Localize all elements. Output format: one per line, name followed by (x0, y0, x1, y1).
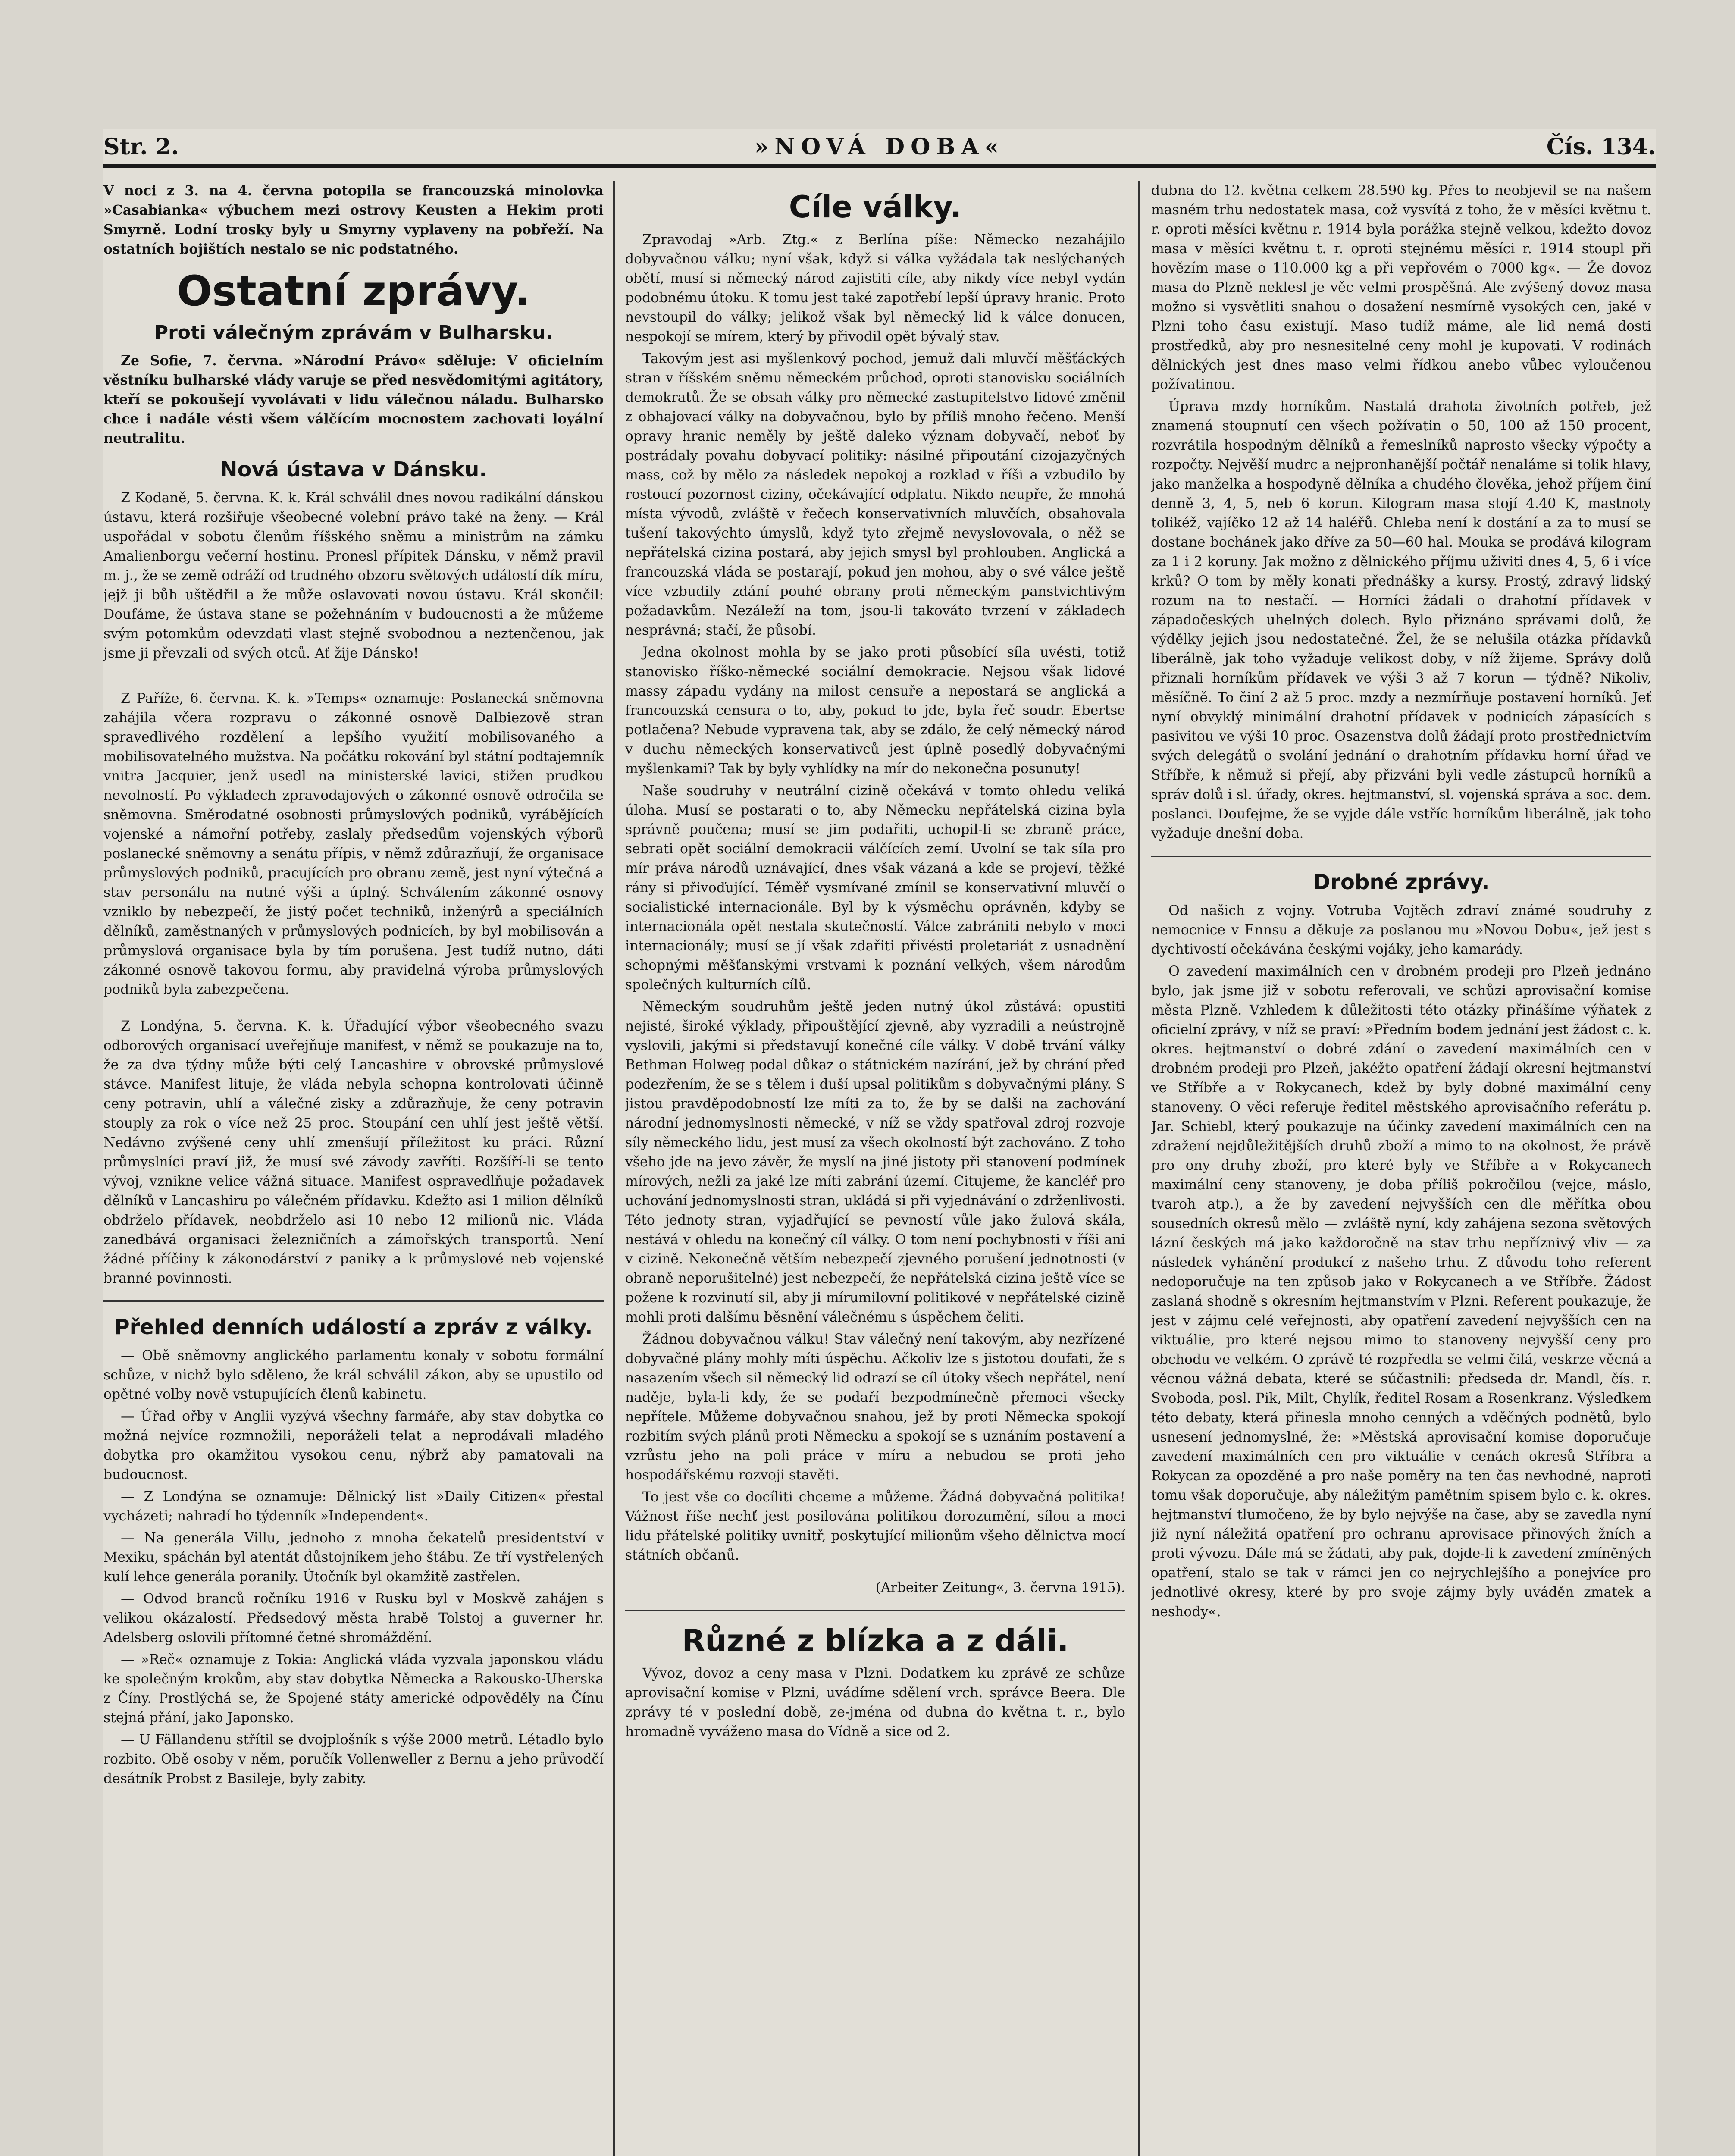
news-item: Od našich z vojny. Votruba Vojtěch zdraví známé soudruhy z nemocnice v Ennsu a děkuje za poslanou mu »Novou Dobu«, jež jest s dychtivostí očekávána českými vojáky, jeho kamarády. (1151, 903, 1651, 957)
article-paragraph: Naše soudruhy v neutrální cizině očekává v tomto ohledu veliká úloha. Musí se postarati o to, aby Německu nepřátelská cizina byla správně poučena; musí se jim podařiti, uchopil-li se zbraně práce, sebrati opět sociální demokracii válčících zemí. Uvolní se tak síla pro mír práva národů uznávající, dnes však vázaná a kde se projeví, těžké rány si přivoďující. Téměř vysmívané zmínil se konservativní mluvčí o socialistické internacionále. Byl by k výsměchu oprávněn, kdyby se internacionála opět nestala skutečností. Válce zabrániti nebylo v moci internacionály; musí se jí však zdařiti přivésti proletariát z usnadnění schopnými měšťanskými vrstvami k poznání velkých, všem národům společných kulturních cílů. (625, 783, 1125, 993)
article-source: (Arbeiter Zeitung«, 3. června 1915). (875, 1580, 1125, 1595)
divider (1151, 856, 1651, 857)
news-item: — »Reč« oznamuje z Tokia: Anglická vláda vyzvala japonskou vládu ke společným krokům, aby stav dobytka Německa a Rakousko-Uherska z Číny. Prostlýchá se, že Spojené státy americké odpověděly na Čínu stejná přání, jako Japonsko. (103, 1652, 604, 1726)
column-3 (1151, 181, 1651, 2156)
news-item: — Z Londýna se oznamuje: Dělnický list »Daily Citizen« přestal vycházeti; nahradí ho týdenník »Independent«. (103, 1489, 604, 1524)
article-kodan: Z Kodaně, 5. června. K. k. Král schválil dnes novou radikální dánskou ústavu, která rozšiřuje všeobecné volební právo také na ženy. — Král uspořádal v sobotu členům říšského sněmu a ministrům na zámku Amalienborgu večerní hostinu. Pronesl přípitek Dánsku, v němž pravil m. j., že se země odráží od trudného obzoru světových událostí dík míru, jejž ji bůh uštědřil a že může oslavovati novou ústavu. Král skončil: Doufáme, že ústava stane se požehnáním v budoucnosti a že můžeme svým potomkům odevzdati vlast stejně svobodnou a neztenčenou, jak jsme ji převzali od svých otců. Ať žije Dánsko! (103, 490, 604, 661)
section-heading-ruzne: Různé z blízka a z dáli. (682, 1623, 1069, 1658)
article-heading-bulharsko: Proti válečným zprávám v Bulharsku. (154, 322, 553, 344)
divider (625, 1610, 1125, 1611)
news-item: — Odvod branců ročníku 1916 v Rusku byl v Moskvě zahájen s velikou okázalostí. Předsedový města hrabě Tolstoj a guverner hr. Adelsberg oslovili přítomné četné shromáždění. (103, 1591, 604, 1645)
article-paragraph: dubna do 12. května celkem 28.590 kg. Přes to neobjevil se na našem masném trhu nedostatek masa, což vysvítá z toho, že v měsíci květnu t. r. oproti měsíci květnu r. 1914 byla porážka stejně velkou, kdežto dovoz masa v měsíci květnu t. r. oproti stejnému měsíci r. 1914 stoupl při hovězím mase o 110.000 kg a při vepřovém o 7000 kg«. — Že dovoz masa do Plzně neklesl je věc velmi prospěšná. Ale zvýšený dovoz masa možno si vysvětliti snahou o dosažení nesmírně vysokých cen, jaké v Plzni toho času existují. Maso tudíž máme, ale lid nemá dosti prostředků, aby pro nesnesitelné ceny mohl je kupovati. V rodinách dělnických jest dnes maso velmi řídkou anebo vůbec vyloučenou požívatinou. (1151, 183, 1651, 392)
article-sofia: Ze Sofie, 7. června. »Národní Právo« sděluje: V oficielním věstníku bulharské vlády varuje se před nesvědomitými agitátory, kteří se pokoušejí vyvolávati v lidu válečnou náladu. Bulharsko chce i nadále vésti všem válčícím mocnostem zachovati loyální neutralitu. (103, 353, 604, 446)
column-2 (625, 181, 1125, 2156)
intro-paragraph: V noci z 3. na 4. června potopila se francouzská minolovka »Casabianka« výbuchem mezi ostrovy Keusten a Hekim proti Smyrně. Lodní trosky byly u Smyrny vyplaveny na pobřeží. Na ostatních bojištích nestalo se nic podstatného. (103, 183, 604, 257)
divider (103, 1300, 604, 1302)
article-paragraph: Zpravodaj »Arb. Ztg.« z Berlína píše: Německo nezahájilo dobyvačnou válku; nyní však, když si válka vyžádala tak neslýchaných obětí, musí si německý národ zajistiti cíle, aby nikdy více nebyl vydán podobnému útoku. K tomu jest také zapotřebí lepší úpravy hranic. Proto nevstoupil do války; jelikož však byl německý lid k válce donucen, nespokojí se mírem, který by přivodil opět bývalý stav. (625, 232, 1125, 345)
section-heading-drobne: Drobné zprávy. (1313, 870, 1490, 894)
news-item: — Na generála Villu, jednoho z mnoha čekatelů presidentství v Mexiku, spáchán byl atentát důstojníkem jeho štábu. Ze tří vystřelených kulí lehce generála poranily. Útočník byl okamžitě zastřelen. (103, 1530, 604, 1585)
newspaper-page (103, 129, 1656, 2156)
column-divider (1138, 181, 1140, 2156)
issue-number: Čís. 134. (1546, 134, 1656, 160)
page-header (103, 129, 1656, 168)
article-paragraph: Německým soudruhům ještě jeden nutný úkol zůstává: opustiti nejisté, široké výklady, připouštějící zjevně, aby vyzradili a neústrojně vyslovili, jakými si představují konečné cíle války. V době trvání války Bethman Holweg podal důkaz o státnickém nazírání, jež by chrání před podezřením, že se s tělem i duší upsal politikům s dobyvačnými plány. S jistou pravděpodobností lze míti za to, že by se dalši na zachování národní jednomyslnosti německé, v níž se vždy spatřoval zdroj rozvoje síly německého lidu, jest musí za všech okolností být zachováno. Z toho všeho jde na jevo závěr, že myslí na jiné jistoty při stanovení podmínek mírových, nežli za jaké lze míti zabrání území. Citujeme, že kancléř pro uchování jednomyslnosti stran, ukládá si při vyjednávání o zdrženlivosti. Této jednoty stran, vyjadřující se pevností vůle jako žulová skála, nestává v ohledu na konečný cíl války. O tom není pochybnosti v říši ani v cizině. Nekonečně větším nebezpečí zjevného porušení jednotnosti (v obraně neporušitelné) jest nebezpečí, že nepřátelská cizina ještě více se požene k rozvinutí sil, aby ji mírumilovní politikové v nepřátelské cizině mohli proti dalšímu běsnění válečnému s úspěchem čeliti. (625, 999, 1125, 1325)
article-paragraph: Jedna okolnost mohla by se jako proti působící síla uvésti, totiž stanovisko říško-německé sociální demokracie. Nejsou však lidové massy západu vydány na milost censuře a nepostará se anglická a francouzská censura o to, aby, pokud to jde, byla řeč soudr. Ebertse potlačena? Nebude vypravena tak, aby se zdálo, že celý německý národ v duchu německých konservativců jest úplně posedlý dobyvačnými myšlenkami? Tak by byly vyhlídky na mír do nekonečna posunuty! (625, 645, 1125, 777)
news-item: O zavedení maximálních cen v drobném prodeji pro Plzeň jednáno bylo, jak jsme již v sobotu referovali, ve schůzi aprovisační komise města Plzně. Vzhledem k důležitosti této otázky přinášíme výňatek z oficielní zprávy, v níž se praví: »Předním bodem jednání jest žádost c. k. okres. hejtmanství o dobré zdání o zavedení maximálních cen v drobném prodeji pro Plzeň, jakéžto opatření žádají okresní hejtmanství ve Stříbře a v Rokycanech, kdež by byly dobné maximální ceny stanoveny. O věci referuje ředitel městského aprovisačního referátu p. Jar. Schiebl, který poukazuje na účinky zavedení maximálních cen na zdražení nejdůležitějších druhů zboží a mimo to na okolnost, že právě pro ony druhy zboží, pro které byly ve Stříbře a v Rokycanech maximální ceny stanoveny, je doba příliš pokročilou (vejce, máslo, tvaroh atp.), a že by zavedení nejvyšších cen dle měřítka obou sousedních okresů mělo — zvláště nyní, kdy zahájena sezona světových lázní českých má jako každoročně na stav trhu nepříznivý vliv — za následek vyhánění produkcí z našeho trhu. Z důvodu toho referent nedoporučuje na ten způsob jako v Rokycanech a ve Stříbře. Žádost zaslaná shodně s okresním hejtmanstvím v Plzni. Referent poukazuje, že jest v zájmu celé veřejnosti, aby opatření zavedení nejvyšších cen na viktuálie, pro které nejsou mimo to stanoveny nejvyšší ceny pro obchodu ve velkém. O zprávě té rozpředla se velmi čilá, veskrze věcná a věcnou vážná debata, které se súčastnili: předseda dr. Mandl, čís. r. Svoboda, posl. Pik, Milt, Chylík, ředitel Rosam a Rosenkranz. Výsledkem této debaty, která přinesla mnoho cenných a vděčných podnětů, bylo usnesení jednomyslné, že: »Městská aprovisační komise doporučuje zavedení maximálních cen pro viktuálie v cenách okresů Stříbra a Rokycan za opozděné a pro naše poměry na ten čas nevhodné, naproti tomu však doporučuje, aby náležitým pamětním spisem bylo c. k. okres. hejtmanství tlumočeno, že by bylo nejvýše na čase, aby se zavedla nyní již nyní náležitá opatření pro ochranu aprovisace přinových žních a proti vývozu. Dále má se žádati, aby pak, dojde-li k zavedení zmíněných opatření, stalo se tak v rámci jen co nejrychlejšího a ponejvíce pro jednotlivé okresy, které by pro svoje zájmy byly uváděn zmatek a neshody«. (1151, 964, 1651, 1620)
column-1 (103, 181, 604, 2156)
section-heading-prehled: Přehled denních událostí a zpráv z války. (114, 1315, 593, 1339)
article-pariz: Z Paříže, 6. června. K. k. »Temps« oznamuje: Poslanecká sněmovna zahájila včera rozpravu o zákonné osnově Dalbiezově stran spravedlivého rozdělení a lepšího využití mobilisovaného a mobilisovatelného mužstva. Na počátku rokování byl státní podtajemník vnitra Jacquier, jenž usedl na ministerské lavici, stižen prudkou nevolností. Po výkladech zpravodajových o zákonné osnově odročila se sněmovna. Směrodatné osobnosti průmyslových podniků, vyrábějících vojenské a námořní potřeby, zaslaly předsedům vojenských výborů poslanecké sněmovny a senátu přípis, v němž zdůrazňují, že organisace průmyslových podniků, pracujících pro obranu země, jest nyní výtečná a stav personálu na nutné výši a úplný. Schválením zákonné osnovy vzniklo by nebezpečí, že jistý počet techniků, inženýrů a speciálních dělníků, zaměstnaných v průmyslových podnicích, by byl mobilisován a průmyslová organisace byla by tím porušena. Jest tudíž nutno, dáti zákonné osnově takovou formu, aby pravidelná výroba průmyslových podniků byla zabezpečena. (103, 691, 604, 997)
news-item: — U Fällandenu střítil se dvojplošník s výše 2000 metrů. Létadlo bylo rozbito. Obě osoby v něm, poručík Vollenweller z Bernu a jeho průvodčí desátník Probst z Basileje, byly zabity. (103, 1732, 604, 1786)
page-number: Str. 2. (103, 134, 179, 160)
column-divider (613, 181, 615, 2156)
newspaper-title: »NOVÁ DOBA« (754, 134, 1005, 160)
article-paragraph: Žádnou dobyvačnou válku! Stav válečný není takovým, aby nezřízené dobyvačné plány mohly míti úspěchu. Ačkoliv lze s jistotou doufati, že s nasazením všech sil německý lid odrazí se cíl útoky všech nepřátel, není naděje, byla-li kdy, že se podaří bezpodmínečně přemoci všecky nepřítele. Můžeme dobyvačnou snahou, jež by proti Německa spokojí rozbitím svých plánů proti Německu a spokojí se s uznáním postavení a vzrůstu jeho na poli práce v míru a nebudou se proti jeho hospodářskému rozvoji stavěti. (625, 1332, 1125, 1483)
article-paragraph: To jest vše co docíliti chceme a můžeme. Žádná dobyvačná politika! Vážnost říše nechť jest posilována politikou dorozumění, sílou a moci lidu přátelské politiky uvnitř, poskytující milionům všeho dělnictva mocí státních občanů. (625, 1489, 1125, 1563)
article-heading-cile-valky: Cíle války. (789, 189, 962, 225)
article-paragraph: Takovým jest asi myšlenkový pochod, jemuž dali mluvčí měšťáckých stran v říšském sněmu německém průchod, oproti stanovisku sociálních demokratů. Že se obsah války pro německé zastupitelstvo lidové změnil z obhajovací války na dobyvačnou, bylo by příliš mnoho řečeno. Menší opravy hranic neměly by ještě daleko význam dobyvačí, neboť by postrádaly povahu dobyvací politiky: násilné připoutání cizojazyčných mass, což by mělo za následek nepokoj a rozklad v říši a vzbudilo by rostoucí pozornost ciziny, očekávající odplatu. Nikdo neupře, že mnohá místa vývodů, zvláště v řečech konservativních mluvčích, obsahovala tušení takovýchto úmyslů, když tyto zřejmě nevyslovovala, o něž se nepřátelská cizina postará, aby jejich smysl byl prohlouben. Anglická a francouzská vláda se postarají, pokud jen mohou, aby o své válce ještě více vzbudily zdání pouhé obrany proti německým panstvichtivým požadavkům. Nezáleží na tom, jsou-li takováto tvrzení v základech nesprávná; stačí, že působí. (625, 351, 1125, 638)
article-uprava-mzdy: Úprava mzdy horníkům. Nastalá drahota životních potřeb, jež znamená stoupnutí cen všech požívatin o 50, 100 až 150 procent, rozvrátila hospodným dělníků a řemeslníků naprosto všecky výpočty a rozpočty. Nejvěší mudrc a nejpronhanější počtář nenalámе si tolik hlavy, jako manželka a hospodyně dělníka a chudého člověka, jehož příjem činí denně 3, 4, 5, neb 6 korun. Kilogram masa stojí 4.40 K, mastnoty tolikéž, vajíčko 12 až 14 haléřů. Chleba není k dostání a za to musí se dostane bochánek jako dříve za 50—60 hal. Mouka se prodává kilogram za 1 i 2 koruny. Jak možno z dělnického příjmu uživiti dnes 4, 5, 6 i více krků? O tom by měly konati přednášky a kursy. Prostý, zdravý lidský rozum na to nestačí. — Horníci žádali o drahotní přídavek v západočeských uhelných dolech. Bylo přiznáno správami dolů, že výdělky jejich jsou nedostatečné. Žel, že se nelušila otázka přídavků liberálně, jak toho vyžaduje velikost doby, v níž žijeme. Správy dolů přiznali horníkům přídavek ve výši 3 až 7 korun — týdně? Nikoliv, měsíčně. To činí 2 až 5 proc. mzdy a nezmírňuje postavení horníků. Jeť nyní obvyklý minimální drahotní přídavek v podnicích zápasících s pasivitou ve výši 10 proc. Osazenstva dolů žádají proto prostřednictvím svých delegátů o svolání jednání o drahotním přídavku horní úřad ve Stříbře, k němuž si přejí, aby přizváni byli vedle zástupců horníků a správ dolů i sl. úřady, okres. hejtmanství, sl. vojenská správa a soc. dem. poslanci. Doufejme, že se vyjde dále vstříc horníkům liberálně, jak toho vyžaduje dnešní doba. (1151, 399, 1651, 841)
article-heading-dansko: Nová ústava v Dánsku. (220, 458, 487, 482)
article-londyn: Z Londýna, 5. června. K. k. Úřadující výbor všeobecného svazu odborových organisací uveřejňuje manifest, v němž se poukazuje na to, že za dva týdny může býti celý Lancashire v obrovské průmyslové stávce. Manifest lituje, že vláda nebyla schopna kontrolovati účinně ceny potravin, uhlí a válečné zisky a zdůrazňuje, že ceny potravin stouply za rok o více než 25 proc. Stoupání cen uhlí jest ještě větší. Nedávno zvýšené ceny uhlí zmenšují příležitost ku práci. Různí průmyslníci praví již, že musí své závody zavříti. Rozšíří-li se tento vývoj, vznikne velice vážná situace. Manifest ospravedlňuje požadavek dělníků v Lancashiru po válečném přídavku. Kdežto asi 1 milion dělníků obdrželo přídavek, neobdrželo asi 10 nebo 12 milionů nic. Vláda zanedbává organisaci železničních a zámořských transportů. Není žádné příčiny k zákonodárství z paniky a k průmyslové neb vojenské branné povinnosti. (103, 1018, 604, 1286)
section-heading-ostatni: Ostatní zprávy. (177, 267, 530, 315)
news-item: — Úřad ořby v Anglii vyzývá všechny farmáře, aby stav dobytka co možná nejvíce rozmnožili, neporáželi telat a neprodávali mladého dobytka pro okamžitou vysokou cenu, nýbrž aby pamatovali na budoucnost. (103, 1409, 604, 1482)
article-vyvoz-masa: Vývoz, dovoz a ceny masa v Plzni. Dodatkem ku zprávě ze schůze aprovisační komise v Plzni, uvádíme sdělení vrch. správce Beera. Dle zprávy té v poslední době, ze-jména od dubna do května t. r., bylo hromadně vyváženo masa do Vídně a sice od 2. (625, 1666, 1125, 1739)
news-item: — Obě sněmovny anglického parlamentu konaly v sobotu formální schůze, v nichž bylo sděleno, že král schválil zákon, aby se upustilo od opětné volby nově vstupujících členů kabinetu. (103, 1348, 604, 1402)
